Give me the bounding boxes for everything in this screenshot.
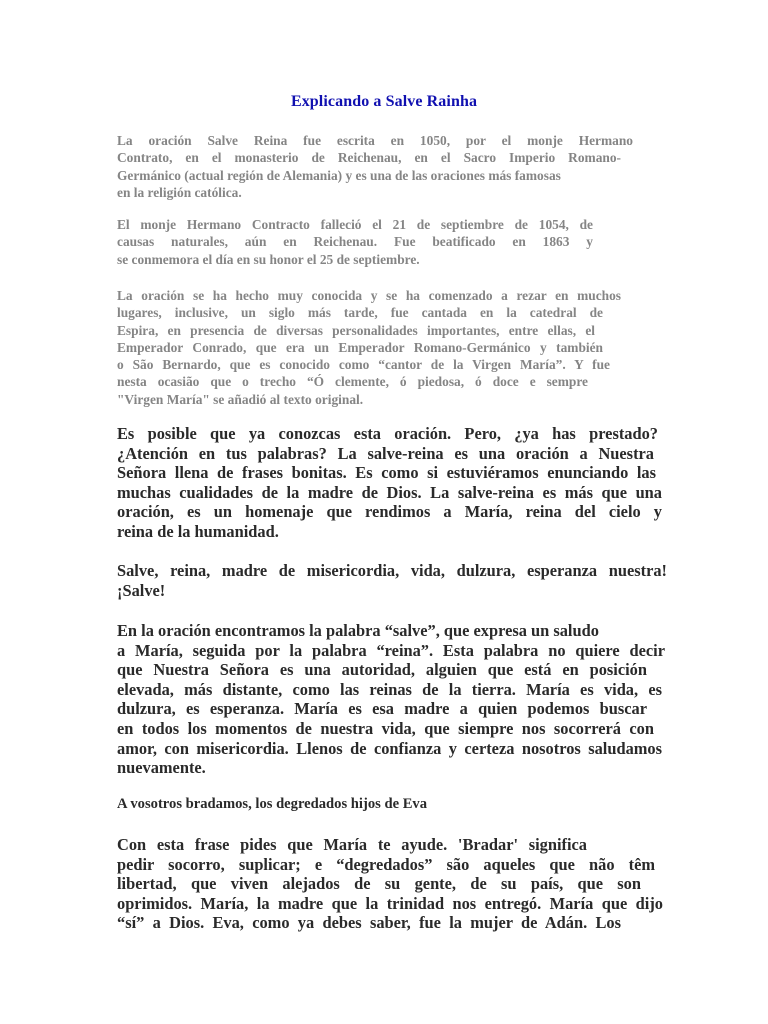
text-line: Es posible que ya conozcas esta oración. Pero, ¿ya has prestado? — [117, 424, 658, 443]
text-line: libertad, que viven alejados de su gente, de su país, que son — [117, 874, 641, 894]
text-line: Germánico (actual región de Alemania) y es una de las oraciones más famosas — [117, 167, 561, 183]
text-line: o São Bernardo, que es conocido como “cantor de la Virgen María”. Y fue — [117, 357, 610, 373]
history-paragraph — [117, 287, 621, 408]
text-line: oprimidos. María, la madre que la trinidad nos entregó. María que dijo — [117, 893, 663, 913]
text-line: El monje Hermano Contracto falleció el 21 de septiembre de 1054, de — [117, 217, 593, 232]
text-line: amor, con misericordia. Llenos de confianza y certeza nosotros saludamos — [117, 738, 662, 758]
body-paragraph-bradamos — [117, 835, 663, 933]
text-line: muchas cualidades de la madre de Dios. La salve-reina es más que una — [117, 482, 662, 502]
prayer-line — [117, 561, 667, 600]
text-line: dulzura, es esperanza. María es esa madre a quien podemos buscar — [117, 699, 647, 719]
text-line: nuevamente. — [117, 758, 206, 778]
text-line: Espira, en presencia de diversas personalidades importantes, entre ellas, el — [117, 322, 595, 338]
text-line: nesta ocasião que o trecho “Ó clemente, ó piedosa, ó doce e sempre — [117, 374, 588, 390]
text-line: En la oración encontramos la palabra “salve”, que expresa un saludo — [117, 621, 599, 640]
text-line: ¿Atención en tus palabras? La salve-reina es una oración a Nuestra — [117, 443, 654, 463]
text-line: lugares, inclusive, un siglo más tarde, fue cantada en la catedral de — [117, 305, 603, 321]
monk-paragraph — [117, 216, 593, 268]
document-title: Explicando a Salve Rainha — [290, 93, 478, 110]
text-line: Señora llena de frases bonitas. Es como si estuviéramos enunciando las — [117, 463, 656, 483]
text-line: en la religión católica. — [117, 184, 242, 200]
text-line: Salve, reina, madre de misericordia, vida, dulzura, esperanza nuestra! — [117, 561, 667, 580]
text-line: Contrato, en el monasterio de Reichenau, en el Sacro Imperio Romano- — [117, 150, 621, 166]
body-paragraph-salve — [117, 621, 667, 778]
text-line: Con esta frase pides que María te ayude. 'Bradar' significa — [117, 835, 587, 854]
body-paragraph-intro — [117, 424, 662, 542]
text-line: “sí” a Dios. Eva, como ya debes saber, fue la mujer de Adán. Los — [117, 913, 621, 933]
section-subheading: A vosotros bradamos, los degredados hijos de Eva — [117, 796, 428, 812]
text-line: "Virgen María" se añadió al texto original. — [117, 391, 364, 407]
intro-paragraph — [117, 132, 633, 201]
text-line: La oración se ha hecho muy conocida y se ha comenzado a rezar en muchos — [117, 288, 621, 303]
text-line: pedir socorro, suplicar; e “degredados” são aqueles que não têm — [117, 854, 655, 874]
text-line: Emperador Conrado, que era un Emperador Romano-Germánico y también — [117, 339, 603, 355]
text-line: a María, seguida por la palabra “reina”. Esta palabra no quiere decir — [117, 640, 665, 660]
text-line: elevada, más distante, como las reinas de la tierra. María es vida, es — [117, 679, 662, 699]
text-line: oración, es un homenaje que rendimos a María, reina del cielo y — [117, 502, 662, 522]
text-line: en todos los momentos de nuestra vida, que siempre nos socorrerá con — [117, 718, 654, 738]
text-line: reina de la humanidad. — [117, 521, 279, 541]
text-line: se conmemora el día en su honor el 25 de septiembre. — [117, 251, 420, 267]
text-line: La oración Salve Reina fue escrita en 1050, por el monje Hermano — [117, 133, 633, 148]
text-line: que Nuestra Señora es una autoridad, alguien que está en posición — [117, 660, 647, 680]
text-line: causas naturales, aún en Reichenau. Fue beatificado en 1863 y — [117, 234, 593, 250]
text-line: ¡Salve! — [117, 580, 166, 600]
